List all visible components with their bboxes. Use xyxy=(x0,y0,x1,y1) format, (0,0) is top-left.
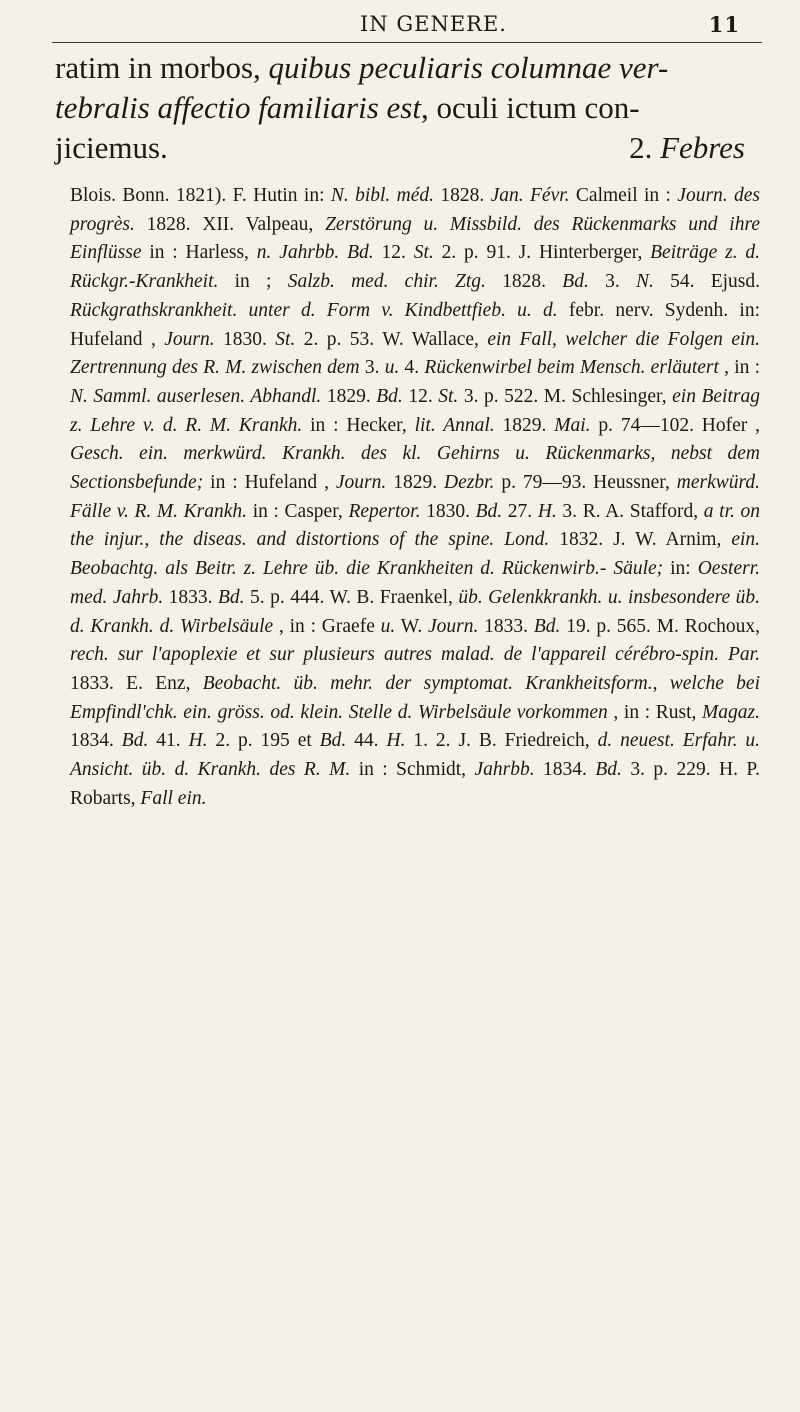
running-title: IN GENERE. xyxy=(360,12,507,36)
main-line: jiciemus. 2. Febres xyxy=(55,128,755,168)
references-block xyxy=(70,182,760,813)
header-rule xyxy=(52,42,762,43)
main-text xyxy=(55,48,755,168)
running-head xyxy=(360,4,740,40)
main-line: tebralis affectio familiaris est, oculi ictum con- xyxy=(55,90,640,125)
catchword: 2. Febres xyxy=(629,130,745,165)
reference-paragraph: Blois. Bonn. 1821). F. Hutin in: N. bibl. méd. 1828. Jan. Févr. Calmeil in : Journ. des progrès. 1828. XII. Valpeau, Zerstörung u. Missbild. des Rückenmarks und ihre Einflüsse in : Harless, n. Jahrbb. Bd. 12. St. 2. p. 91. J. Hinterberger, Beiträge z. d. Rückgr.-Krankheit. in ; Salzb. med. chir. Ztg. 1828. Bd. 3. N. 54. Ejusd. Rückgrathskrankheit. unter d. Form v. Kindbettfieb. u. d. febr. nerv. Sydenh. in: Hufeland , Journ. 1830. St. 2. p. 53. W. Wallace, ein Fall, welcher die Folgen ein. Zertrennung des R. M. zwischen dem 3. u. 4. Rückenwirbel beim Mensch. erläutert , in : N. Samml. auserlesen. Abhandl. 1829. Bd. 12. St. 3. p. 522. M. Schlesinger, ein Beitrag z. Lehre v. d. R. M. Krankh. in : Hecker, lit. Annal. 1829. Mai. p. 74—102. Hofer , Gesch. ein. merkwürd. Krankh. des kl. Gehirns u. Rückenmarks, nebst dem Sectionsbefunde; in : Hufeland , Journ. 1829. Dezbr. p. 79—93. Heussner, merkwürd. Fälle v. R. M. Krankh. in : Casper, Repertor. 1830. Bd. 27. H. 3. R. A. Stafford, a tr. on the injur., the diseas. and distortions of the spine. Lond. 1832. J. W. Arnim, ein. Beobachtg. als Beitr. z. Lehre üb. die Krankheiten d. Rückenwirb.- Säule; in: Oesterr. med. Jahrb. 1833. Bd. 5. p. 444. W. B. Fraenkel, üb. Gelenkkrankh. u. insbesondere üb. d. Krankh. d. Wirbelsäule , in : Graefe u. W. Journ. 1833. Bd. 19. p. 565. M. Rochoux, rech. sur l'apoplexie et sur plusieurs autres malad. de l'appareil cérébro-spin. Par. 1833. E. Enz, Beobacht. üb. mehr. der symptomat. Krankheitsform., welche bei Empfindl'chk. ein. gröss. od. klein. Stelle d. Wirbelsäule vorkommen , in : Rust, Magaz. 1834. Bd. 41. H. 2. p. 195 et Bd. 44. H. 1. 2. J. B. Friedreich, d. neuest. Erfahr. u. Ansicht. üb. d. Krankh. des R. M. in : Schmidt, Jahrbb. 1834. Bd. 3. p. 229. H. P. Robarts, Fall ein. xyxy=(70,185,761,809)
page-number: 11 xyxy=(708,12,740,37)
main-line: ratim in morbos, quibus peculiaris columnae ver- xyxy=(55,50,669,85)
